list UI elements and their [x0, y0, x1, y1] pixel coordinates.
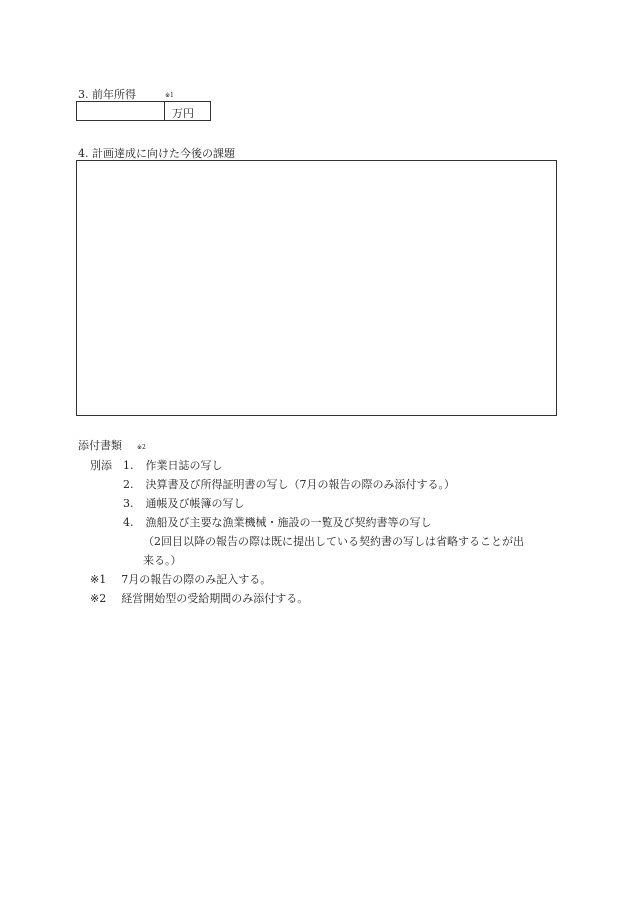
note-mark: ※2 — [90, 592, 107, 605]
note-1 — [90, 571, 271, 587]
prior-year-income-input[interactable] — [76, 101, 165, 121]
future-issues-textarea[interactable] — [76, 160, 557, 416]
attachment-list — [123, 457, 583, 567]
annex-label: 別添 — [90, 459, 112, 472]
attachment-item — [123, 514, 432, 530]
unit-label: 万円 — [172, 107, 194, 120]
section4-heading: 4. 計画達成に向けた今後の課題 — [78, 147, 235, 160]
attachment-item4-note-line1: （2回目以降の報告の際は既に提出している契約書の写しは省略することが出 — [143, 535, 524, 548]
note-2 — [90, 590, 308, 606]
attachment-item-num: 4. — [123, 516, 134, 529]
attachments-note-mark: ※2 — [137, 444, 146, 451]
note-mark: ※1 — [90, 573, 107, 586]
attachment-item-text: 通帳及び帳簿の写し — [145, 497, 245, 510]
section3-note-mark: ※1 — [165, 92, 174, 99]
attachment-item-num: 1. — [123, 459, 134, 472]
attachment-item — [123, 476, 455, 492]
attachment-item-text: 作業日誌の写し — [145, 459, 223, 472]
attachment-item — [123, 457, 223, 473]
attachment-item-num: 3. — [123, 497, 134, 510]
attachment-item-text: 決算書及び所得証明書の写し（7月の報告の際のみ添付する。） — [145, 478, 455, 491]
attachments-heading: 添付書類 — [78, 439, 122, 452]
attachment-item-text: 漁船及び主要な漁業機械・施設の一覧及び契約書等の写し — [145, 516, 432, 529]
attachment-item4-note-line2: 来る。） — [143, 554, 182, 567]
note-text: 経営開始型の受給期間のみ添付する。 — [121, 592, 309, 605]
attachment-item-num: 2. — [123, 478, 134, 491]
section3-heading: 3. 前年所得 — [78, 88, 136, 101]
attachment-item — [123, 495, 245, 511]
note-text: 7月の報告の際のみ記入する。 — [121, 573, 272, 586]
unit-cell — [164, 101, 211, 121]
